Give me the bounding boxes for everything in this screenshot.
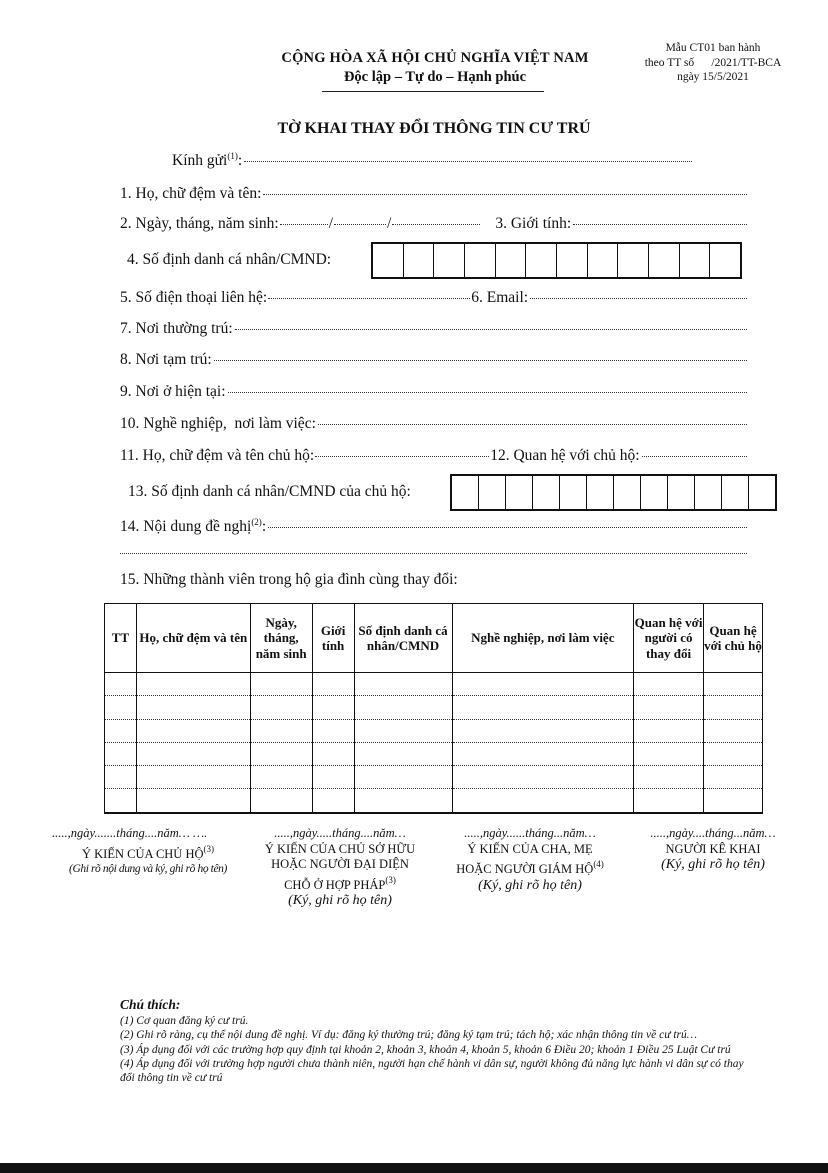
field-label: 12. Quan hệ với chủ hộ: [490, 447, 640, 464]
id-digit-box[interactable] [533, 476, 560, 509]
table-cell[interactable] [105, 789, 137, 813]
date-separator: / [387, 215, 392, 232]
table-cell[interactable] [704, 673, 763, 696]
table-cell[interactable] [634, 673, 704, 696]
signature-title: Ý KIẾN CỦA CHỦ SỞ HỮU [264, 841, 416, 856]
id-digit-box[interactable] [618, 244, 649, 277]
table-cell[interactable] [354, 673, 452, 696]
table-cell[interactable] [634, 742, 704, 765]
table-cell[interactable] [105, 719, 137, 742]
table-cell[interactable] [634, 719, 704, 742]
column-header: TT [105, 604, 137, 673]
field-permanent-residence [120, 320, 747, 338]
field-label: 15. Những thành viên trong hộ gia đình cùng thay đổi: [120, 571, 458, 588]
form-title: TỜ KHAI THAY ĐỔI THÔNG TIN CƯ TRÚ [277, 120, 591, 137]
field-label: 11. Họ, chữ đệm và tên chủ hộ: [120, 447, 315, 464]
id-digit-box[interactable] [526, 244, 557, 277]
footnote-item: (3) Áp dụng đối với các trường hợp quy định tại khoản 2, khoản 3, khoản 4, khoản 5, khoản 6 Điều 20; khoản 1 Điều 25 Luật Cư trú [120, 1043, 731, 1056]
table-cell[interactable] [105, 696, 137, 719]
field-head-id-number [128, 483, 411, 501]
table-cell[interactable] [704, 789, 763, 813]
id-digit-box[interactable] [695, 476, 722, 509]
phone-input[interactable] [268, 298, 470, 299]
form-code-line: ngày 15/5/2021 [677, 71, 749, 83]
table-cell[interactable] [312, 766, 354, 789]
full-name-input[interactable] [263, 194, 747, 195]
table-cell[interactable] [250, 766, 312, 789]
relationship-input[interactable] [642, 456, 747, 457]
id-digit-box[interactable] [668, 476, 695, 509]
head-of-household-name-input[interactable] [315, 456, 489, 457]
signature-note: (Ký, ghi rõ họ tên) [478, 877, 582, 893]
table-cell[interactable] [250, 789, 312, 813]
signature-note: (Ghi rõ nội dung và ký, ghi rõ họ tên) [69, 863, 227, 875]
signature-date: .....,ngày.......tháng....năm… …. [52, 826, 208, 840]
field-label: 7. Nơi thường trú: [120, 320, 233, 337]
column-header: Quan hệ với chủ hộ [704, 604, 763, 673]
field-head-of-household [120, 447, 747, 465]
field-id-number [127, 251, 331, 269]
table-cell[interactable] [704, 766, 763, 789]
temporary-residence-input[interactable] [214, 360, 747, 361]
id-digit-box[interactable] [587, 476, 614, 509]
field-full-name [120, 185, 747, 203]
table-cell[interactable] [136, 742, 250, 765]
table-cell[interactable] [452, 766, 634, 789]
table-cell[interactable] [452, 673, 634, 696]
table-row [105, 742, 763, 765]
field-dob-gender [120, 215, 747, 233]
field-label: 5. Số điện thoại liên hệ: [120, 289, 268, 306]
id-digit-box[interactable] [404, 244, 435, 277]
table-cell[interactable] [354, 789, 452, 813]
field-household-members [120, 571, 458, 589]
id-digit-box[interactable] [680, 244, 711, 277]
field-phone-email [120, 289, 747, 307]
table-cell[interactable] [354, 742, 452, 765]
form-code [628, 41, 798, 85]
signature-note: (Ký, ghi rõ họ tên) [288, 893, 392, 908]
signature-title: Ý KIẾN CỦA CHỦ HỘ$^{(3)}$ [81, 843, 215, 861]
table-cell[interactable] [105, 742, 137, 765]
form-code-line: Mẫu CT01 ban hành [665, 42, 761, 54]
members-table [104, 603, 763, 814]
table-cell[interactable] [250, 742, 312, 765]
table-cell[interactable] [704, 719, 763, 742]
page-bottom-edge [0, 1163, 828, 1173]
column-header: Nghề nghiệp, nơi làm việc [452, 604, 634, 673]
id-digit-box[interactable] [465, 244, 496, 277]
column-header: Giới tính [312, 604, 354, 673]
request-content-input-line2[interactable] [120, 553, 747, 554]
table-cell[interactable] [634, 766, 704, 789]
table-cell[interactable] [250, 673, 312, 696]
footnote-item: (4) Áp dụng đối với trường hợp người chưa thành niên, người hạn chế hành vi dân sự, người không đủ năng lực hành vi dân sự có thay đổi thông tin về cư trú [120, 1057, 744, 1085]
signature-title: Ý KIẾN CỦA CHA, MẸ [467, 841, 593, 856]
table-cell[interactable] [354, 766, 452, 789]
form-code-line: theo TT số /2021/TT-BCA [644, 56, 782, 69]
table-cell[interactable] [136, 766, 250, 789]
field-label: 10. Nghề nghiệp, nơi làm việc: [120, 415, 316, 432]
id-digit-box[interactable] [506, 476, 533, 509]
table-cell[interactable] [250, 719, 312, 742]
table-cell[interactable] [634, 789, 704, 813]
column-header: Họ, chữ đệm và tên [136, 604, 250, 673]
signature-title: HOẶC NGƯỜI ĐẠI DIỆN [271, 857, 409, 871]
field-request-content [120, 517, 747, 536]
field-label: 1. Họ, chữ đệm và tên: [120, 185, 262, 202]
table-cell[interactable] [136, 719, 250, 742]
footnote-item: (1) Cơ quan đăng ký cư trú. [120, 1015, 249, 1028]
signature-date: .....,ngày.....tháng....năm… [274, 826, 406, 840]
id-digit-box[interactable] [557, 244, 588, 277]
field-label: 8. Nơi tạm trú: [120, 351, 212, 368]
table-cell[interactable] [312, 696, 354, 719]
motto-underline [322, 91, 544, 92]
dob-month-input[interactable] [334, 224, 386, 225]
id-digit-box[interactable] [722, 476, 749, 509]
table-cell[interactable] [452, 696, 634, 719]
table-cell[interactable] [312, 789, 354, 813]
table-cell[interactable] [312, 673, 354, 696]
column-header: Số định danh cá nhân/CMND [354, 604, 452, 673]
occupation-input[interactable] [318, 424, 747, 425]
field-occupation [120, 415, 747, 433]
table-cell[interactable] [312, 719, 354, 742]
id-digit-box[interactable] [749, 476, 775, 509]
signature-title: NGƯỜI KÊ KHAI [665, 841, 761, 856]
field-label: 6. Email: [471, 289, 529, 306]
signature-block-owner [250, 826, 430, 909]
field-label: Kính gửi$^{(1)}$: [172, 151, 243, 169]
table-cell[interactable] [312, 742, 354, 765]
column-header: Ngày, tháng, năm sinh [250, 604, 312, 673]
table-cell[interactable] [250, 696, 312, 719]
dob-year-input[interactable] [392, 224, 480, 225]
head-id-number-boxes[interactable] [450, 474, 777, 511]
id-digit-box[interactable] [649, 244, 680, 277]
table-row [105, 673, 763, 696]
id-digit-box[interactable] [496, 244, 527, 277]
kinh-gui-input[interactable] [244, 161, 692, 162]
id-digit-box[interactable] [373, 244, 404, 277]
current-residence-input[interactable] [228, 392, 747, 393]
column-header: Quan hệ với người có thay đổi [634, 604, 704, 673]
field-label: 2. Ngày, tháng, năm sinh: [120, 215, 279, 232]
id-digit-box[interactable] [710, 244, 740, 277]
table-row [105, 719, 763, 742]
table-cell[interactable] [105, 766, 137, 789]
table-row [105, 789, 763, 813]
table-cell[interactable] [452, 719, 634, 742]
id-digit-box[interactable] [434, 244, 465, 277]
signature-date: .....,ngày....tháng...năm… [650, 826, 776, 840]
footnotes [120, 998, 760, 1085]
id-digit-box[interactable] [641, 476, 668, 509]
table-row [105, 766, 763, 789]
table-cell[interactable] [105, 673, 137, 696]
footnotes-heading: Chú thích: [120, 997, 181, 1012]
table-cell[interactable] [136, 673, 250, 696]
table-cell[interactable] [136, 789, 250, 813]
signature-block-guardian [440, 826, 620, 893]
field-label: 9. Nơi ở hiện tại: [120, 383, 226, 400]
id-digit-box[interactable] [588, 244, 619, 277]
table-cell[interactable] [704, 696, 763, 719]
field-current-residence [120, 383, 747, 401]
signature-date: .....,ngày......tháng...năm… [464, 826, 596, 840]
field-label: 13. Số định danh cá nhân/CMND của chủ hộ: [128, 483, 411, 500]
request-content-input[interactable] [268, 527, 747, 528]
table-cell[interactable] [452, 789, 634, 813]
table-cell[interactable] [136, 696, 250, 719]
signature-title: CHỖ Ở HỢP PHÁP$^{(3)}$ [284, 874, 396, 892]
gender-input[interactable] [573, 224, 747, 225]
field-label: 4. Số định danh cá nhân/CMND: [127, 251, 332, 268]
signature-note: (Ký, ghi rõ họ tên) [661, 857, 765, 872]
field-temporary-residence [120, 351, 747, 369]
id-number-boxes[interactable] [371, 242, 742, 279]
table-cell[interactable] [452, 742, 634, 765]
table-cell[interactable] [704, 742, 763, 765]
signature-title: HOẶC NGƯỜI GIÁM HỘ$^{(4)}$ [456, 859, 604, 876]
field-label: 3. Giới tính: [495, 215, 572, 232]
signature-block-head-of-household [52, 826, 244, 878]
motto-heading: Độc lập – Tự do – Hạnh phúc [343, 69, 527, 85]
id-digit-box[interactable] [479, 476, 506, 509]
id-digit-box[interactable] [452, 476, 479, 509]
dob-day-input[interactable] [280, 224, 328, 225]
table-row [105, 696, 763, 719]
table-cell[interactable] [354, 719, 452, 742]
table-cell[interactable] [634, 696, 704, 719]
signature-block-declarant [628, 826, 798, 873]
footnote-item: (2) Ghi rõ ràng, cụ thể nội dung đề nghị. Ví dụ: đăng ký thường trú; đăng ký tạm trú; tách hộ; xác nhận thông tin về cư trú… [120, 1029, 697, 1042]
id-digit-box[interactable] [614, 476, 641, 509]
nation-heading: CỘNG HÒA XÃ HỘI CHỦ NGHĨA VIỆT NAM [281, 50, 589, 66]
email-input[interactable] [530, 298, 747, 299]
permanent-residence-input[interactable] [235, 329, 747, 330]
table-cell[interactable] [354, 696, 452, 719]
field-kinh-gui [172, 151, 692, 170]
id-digit-box[interactable] [560, 476, 587, 509]
date-separator: / [328, 215, 334, 232]
table-header-row [105, 604, 763, 673]
field-label: 14. Nội dung đề nghị$^{(2)}$: [120, 517, 267, 535]
